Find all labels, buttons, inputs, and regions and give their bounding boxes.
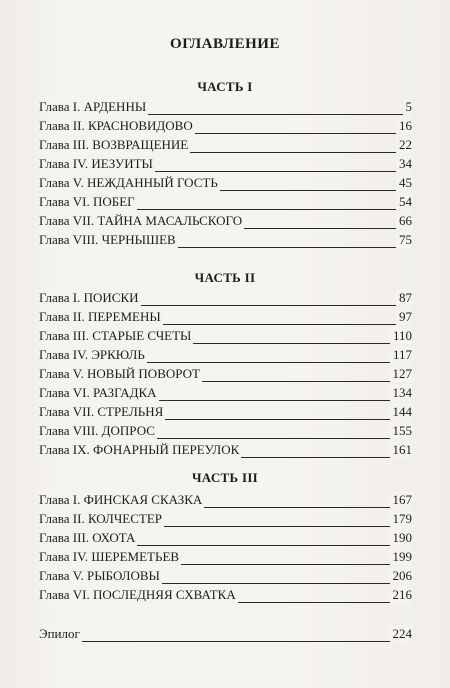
chapter-title: Глава I. ФИНСКАЯ СКАЗКА (39, 492, 203, 507)
toc-entry[interactable] (39, 211, 412, 230)
page-number: 97 (396, 308, 412, 325)
chapter-title: Эпилог (39, 626, 80, 641)
toc-entry[interactable] (39, 326, 412, 345)
page-number: 216 (390, 586, 413, 603)
chapter-title: Глава VI. ПОБЕГ (39, 194, 135, 209)
chapter-title: Глава V. НОВЫЙ ПОВОРОТ (39, 366, 200, 381)
chapter-title: Глава IX. ФОНАРНЫЙ ПЕРЕУЛОК (39, 442, 240, 457)
page-number: 16 (396, 117, 412, 134)
toc-entry[interactable] (39, 135, 412, 154)
chapter-title: Глава IV. ЭРКЮЛЬ (39, 347, 145, 362)
chapter-title: Глава II. ПЕРЕМЕНЫ (39, 309, 161, 324)
page-number: 110 (390, 327, 412, 344)
toc-entry[interactable] (39, 154, 412, 173)
page-title: ОГЛАВЛЕНИЕ (170, 36, 280, 52)
chapter-title: Глава IV. ИЕЗУИТЫ (39, 156, 153, 171)
page-number: 134 (390, 384, 413, 401)
toc-entry[interactable] (39, 383, 412, 402)
page-number: 199 (390, 548, 413, 565)
page-number: 34 (396, 155, 412, 172)
chapter-title: Глава VI. РАЗГАДКА (39, 385, 157, 400)
toc-entry-epilog[interactable] (39, 624, 412, 643)
page-number: 87 (396, 289, 412, 306)
page-number: 161 (390, 441, 413, 458)
toc-entry[interactable] (39, 364, 412, 383)
chapter-title: Глава VIII. ЧЕРНЫШЕВ (39, 232, 176, 247)
toc-list-part-2 (39, 288, 412, 459)
toc-entry[interactable] (39, 307, 412, 326)
page-number: 144 (390, 403, 413, 420)
page-number: 190 (390, 529, 413, 546)
chapter-title: Глава V. РЫБОЛОВЫ (39, 568, 160, 583)
toc-entry[interactable] (39, 440, 412, 459)
page-number: 155 (390, 422, 413, 439)
toc-entry[interactable] (39, 509, 412, 528)
toc-entry[interactable] (39, 345, 412, 364)
chapter-title: Глава I. ПОИСКИ (39, 290, 139, 305)
chapter-title: Глава II. КРАСНОВИДОВО (39, 118, 193, 133)
toc-entry[interactable] (39, 547, 412, 566)
part-heading-1: ЧАСТЬ I (197, 79, 253, 94)
part-heading-2: ЧАСТЬ II (194, 270, 256, 285)
toc-entry[interactable] (39, 173, 412, 192)
page-number: 127 (390, 365, 413, 382)
page-number: 117 (390, 346, 412, 363)
page-number: 179 (390, 510, 413, 527)
chapter-title: Глава II. КОЛЧЕСТЕР (39, 511, 163, 526)
page-number: 75 (396, 231, 412, 248)
toc-entry[interactable] (39, 421, 412, 440)
page-number: 224 (390, 625, 413, 642)
page-number: 206 (390, 567, 413, 584)
toc-entry[interactable] (39, 490, 412, 509)
chapter-title: Глава III. ОХОТА (39, 530, 136, 545)
chapter-title: Глава VII. ТАЙНА МАСАЛЬСКОГО (39, 213, 243, 228)
toc-list-part-3 (39, 490, 412, 604)
chapter-title: Глава V. НЕЖДАННЫЙ ГОСТЬ (39, 175, 218, 190)
toc-list-part-1 (39, 97, 412, 249)
toc-entry[interactable] (39, 230, 412, 249)
toc-entry[interactable] (39, 116, 412, 135)
toc-entry[interactable] (39, 288, 412, 307)
page-number: 167 (390, 491, 413, 508)
chapter-title: Глава III. СТАРЫЕ СЧЕТЫ (39, 328, 192, 343)
toc-entry[interactable] (39, 528, 412, 547)
chapter-title: Глава VIII. ДОПРОС (39, 423, 155, 438)
chapter-title: Глава VI. ПОСЛЕДНЯЯ СХВАТКА (39, 587, 236, 602)
part-heading-3: ЧАСТЬ III (191, 470, 259, 485)
page-number: 66 (396, 212, 412, 229)
toc-list-epilog (39, 624, 412, 643)
chapter-title: Глава III. ВОЗВРАЩЕНИЕ (39, 137, 189, 152)
page-number: 22 (396, 136, 412, 153)
toc-entry[interactable] (39, 192, 412, 211)
page-number: 45 (396, 174, 412, 191)
toc-entry[interactable] (39, 97, 412, 116)
chapter-title: Глава IV. ШЕРЕМЕТЬЕВ (39, 549, 180, 564)
chapter-title: Глава VII. СТРЕЛЬНЯ (39, 404, 164, 419)
toc-entry[interactable] (39, 402, 412, 421)
toc-entry[interactable] (39, 585, 412, 604)
page-number: 5 (403, 98, 413, 115)
toc-entry[interactable] (39, 566, 412, 585)
page-number: 54 (396, 193, 412, 210)
chapter-title: Глава I. АРДЕННЫ (39, 99, 147, 114)
leader-line (39, 641, 412, 642)
